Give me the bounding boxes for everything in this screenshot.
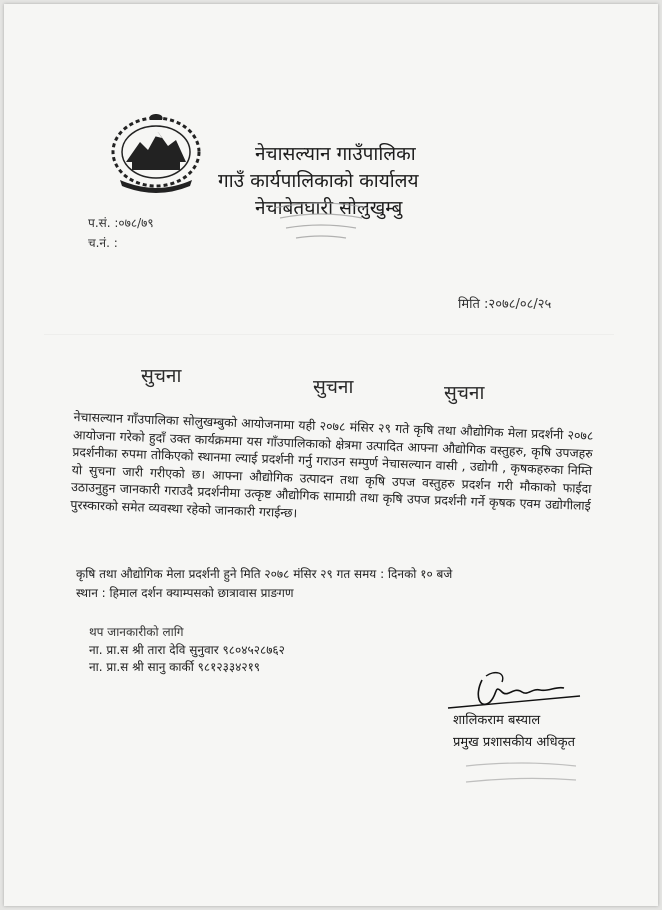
office-address: नेचाबेतघारी सोलुखुम्बु	[255, 197, 403, 219]
signatory-title: प्रमुख प्रशासकीय अधिकृत	[453, 735, 576, 750]
contact-item: ना. प्रा.स श्री सानु कार्की ९८१२३३४२१९	[89, 660, 261, 674]
office-stamp-icon	[266, 196, 376, 244]
notice-body: नेचासल्यान गाँउपालिका सोलुखम्बुको आयोजनामा यही २०७८ मंसिर २९ गते कृषि तथा औद्योगिक मेला प्रदर्शनी २०७८ आयोजना गरेको हुदाँ उक्त कार्यक्रममा यस गाँउपालिकाको क्षेत्रमा उत्पादित आफ्ना औद्योगिक वस्तुहरु, कृषि उपजहरु प्रदर्शनीका रुपमा तोकिएको स्थानमा ल्याई प्रदर्शनी गर्नु गराउन सम्पुर्ण नेचासल्यान वासी , उद्योगी , कृषकहरुका निम्ति यो सुचना जारी गरीएको छ। आफ्ना औद्योगिक उत्पादन तथा कृषि उपज वस्तुहरु प्रदर्शन गरी मौकाको फाईदा उठाउनुहुन जानकारी गराउदै प्रदर्शनीमा उत्कृष्ट औद्योगिक सामाग्री तथा कृषि उपज प्रदर्शनी गर्ने कृषक एवम उद्योगीलाई पुरस्कारको समेत व्यवस्था रहेको जानकारी गराईन्छ।	[70, 408, 594, 521]
signatory-stamp-icon	[462, 754, 580, 796]
contact-item: ना. प्रा.स श्री तारा देवि सुनुवार ९८०४५२८७६२	[89, 643, 285, 657]
event-venue: स्थान : हिमाल दर्शन क्याम्पसको छात्रावास प्राङगण	[76, 586, 294, 600]
signatory-name: शालिकराम बस्याल	[453, 713, 541, 728]
office-name: नेचासल्यान गाउँपालिका	[255, 143, 416, 165]
letter-page	[4, 4, 658, 906]
reference-number: प.सं. :०७८/७९	[88, 216, 154, 230]
notice-heading: सुचना	[444, 382, 485, 404]
contact-heading: थप जानकारीको लागि	[89, 625, 184, 639]
event-datetime: कृषि तथा औद्योगिक मेला प्रदर्शनी हुने मिति २०७८ मंसिर २९ गत समय : दिनको १० बजे	[76, 567, 453, 581]
office-subtitle: गाउँ कार्यपालिकाको कार्यालय	[218, 170, 419, 192]
dispatch-number: च.नं. :	[88, 236, 118, 250]
letter-date: मिति :२०७८/०८/२५	[458, 297, 552, 312]
notice-heading: सुचना	[141, 365, 182, 387]
notice-heading: सुचना	[313, 376, 354, 398]
paper-fold	[44, 334, 614, 335]
nepal-emblem-icon	[106, 112, 206, 196]
